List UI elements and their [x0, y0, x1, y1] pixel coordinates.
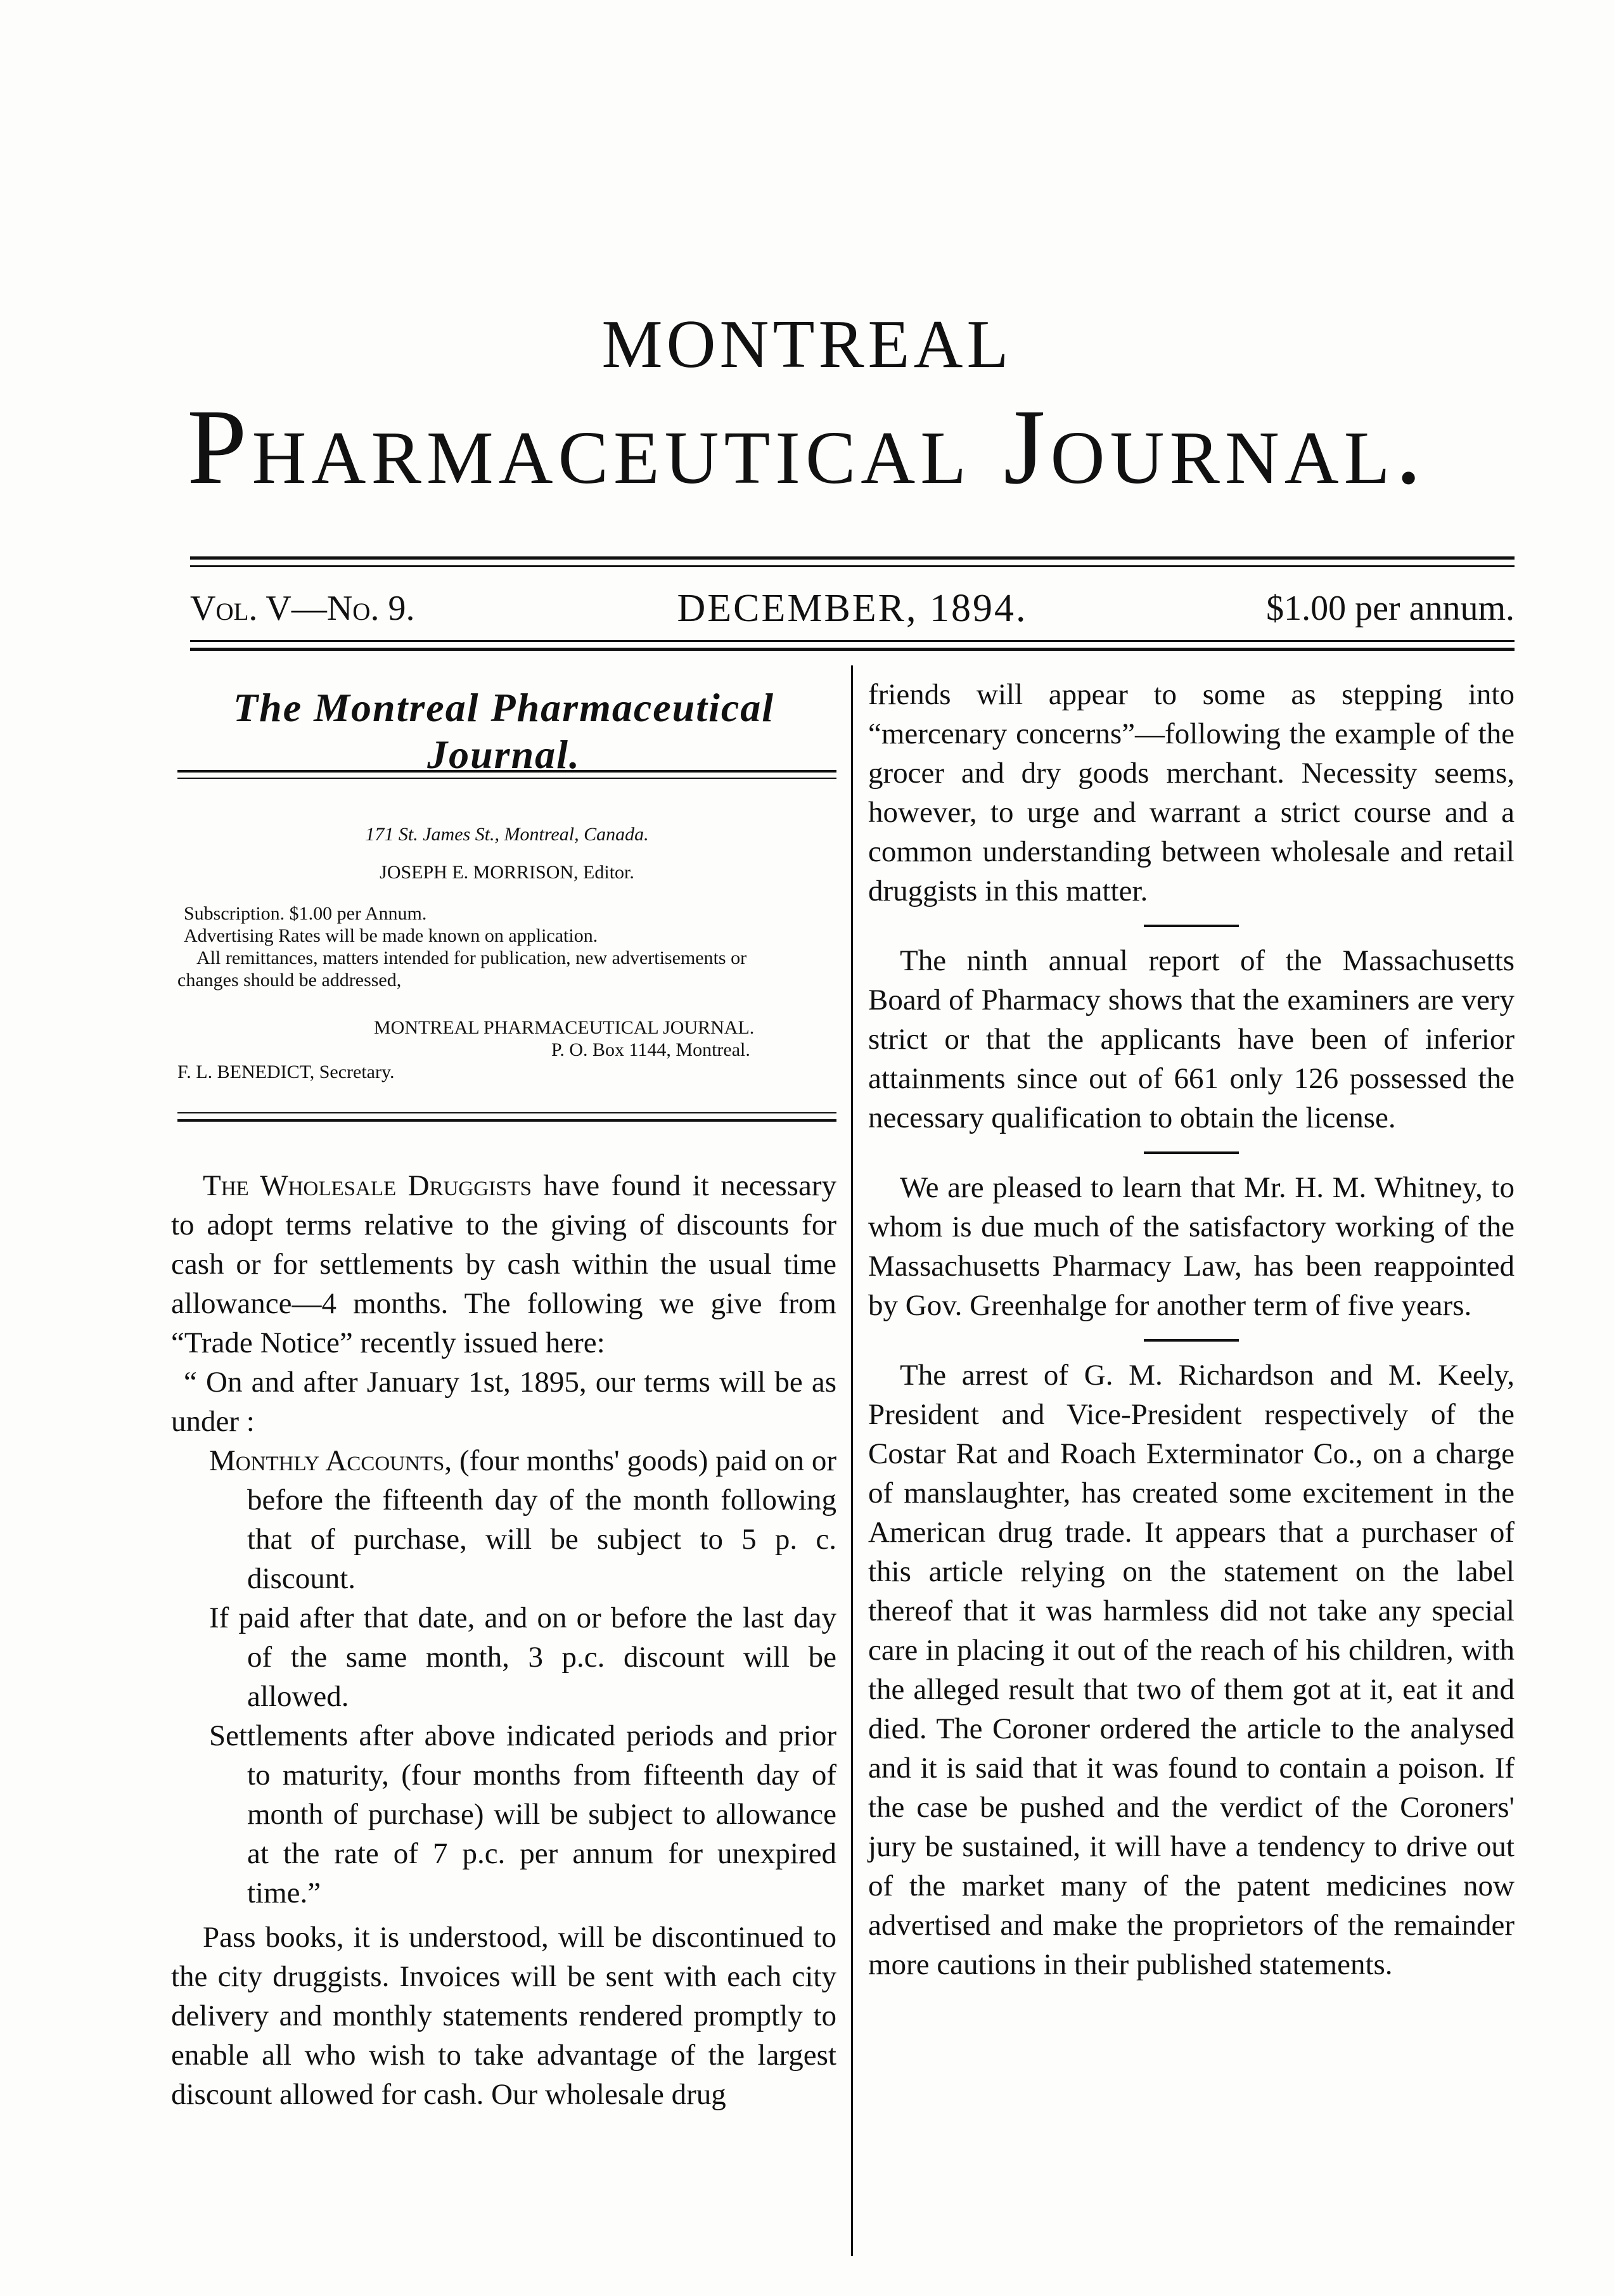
- info-box-secretary: F. L. BENEDICT, Secretary.: [177, 1061, 395, 1082]
- article-continuation: friends will appear to some as stepping into “mercenary concerns”—following the example of the grocer and dry goods merchant. Necessity seems, however, to urge and warrant a strict course and a common understanding between wholesale and retail druggists in this matter.: [868, 678, 1515, 907]
- info-box-remittances-2: changes should be addressed,: [177, 970, 402, 991]
- right-column: [868, 675, 1515, 1984]
- issue-line: [190, 583, 1515, 634]
- column-divider: [851, 665, 853, 2256]
- article-arrest: The arrest of G. M. Richardson and M. Keely, President and Vice-President respectively of the Costar Rat and Roach Exterminator Co., on a charge of manslaughter, has created some excitement in the American drug trade. It appears that a purchaser of this article relying on the statement on the label thereof that it was harmless did not take any special care in placing it out of the reach of his children, with the alleged result that two of them got at it, eat it and died. The Coroner ordered the article to the analysed and it is said that it was found to contain a poison. If the case be pushed and the verdict of the Coroners' jury be sustained, it will have a tendency to drive out of the market many of the patent medicines now advertised and make the proprietors of the remainder more cautions in their published statements.: [868, 1359, 1515, 1981]
- info-box-remittances-1: All remittances, matters intended for publication, new advertisements or: [196, 947, 747, 968]
- info-box-address: 171 St. James St., Montreal, Canada.: [365, 824, 649, 845]
- info-box-rule-top: [177, 770, 836, 773]
- separator-rule: [1144, 1339, 1239, 1342]
- article-monthly-caps: Monthly Accounts,: [209, 1444, 452, 1477]
- issue-price: $1.00 per annum.: [1266, 589, 1515, 628]
- separator-rule: [1144, 925, 1239, 927]
- info-box-rule-bottom: [177, 1119, 836, 1122]
- separator-rule: [1144, 1151, 1239, 1154]
- masthead-rule-top: [190, 556, 1515, 560]
- article-intro: [171, 1166, 836, 1363]
- issue-rule: [190, 648, 1515, 651]
- masthead-rule-top-thin: [190, 565, 1515, 567]
- article-massachusetts-board: The ninth annual report of the Massachusetts Board of Pharmacy shows that the examiners are very strict or that the applicants have been of inferior attainments since out of 661 only 126 possessed the necessary qualification to obtain the license.: [868, 944, 1515, 1134]
- article-settlements: Settlements after above indicated periods and prior to maturity, (four months from fifteenth day of month of purchase) will be subject to allowance at the rate of 7 p.c. per annum for unexpired time.”: [209, 1719, 836, 1909]
- info-box-editor: JOSEPH E. MORRISON, Editor.: [380, 862, 634, 883]
- info-box-po-box: P. O. Box 1144, Montreal.: [551, 1039, 750, 1060]
- article-wholesale-druggists: [171, 1166, 836, 2114]
- article-if-paid: If paid after that date, and on or before the last day of the same month, 3 p.c. discount will be allowed.: [209, 1601, 836, 1713]
- issue-date: DECEMBER, 1894.: [677, 587, 1028, 630]
- info-box-subscription: Subscription. $1.00 per Annum.: [184, 903, 427, 924]
- info-box-rule-top-thin: [177, 778, 836, 779]
- article-quote-open: “ On and after January 1st, 1895, our terms will be as under :: [171, 1366, 836, 1438]
- masthead-city: MONTREAL: [601, 307, 1013, 382]
- info-box-rule-bottom-thin: [177, 1112, 836, 1113]
- masthead-title: Pharmaceutical Journal.: [187, 387, 1427, 506]
- article-pass-books: Pass books, it is understood, will be discontinued to the city druggists. Invoices will be sent with each city delivery and monthly statements rendered promptly to enable all who wish to take advantage of the largest discount allowed for cash. Our wholesale drug: [171, 1921, 836, 2111]
- info-box-advertising: Advertising Rates will be made known on application.: [184, 925, 598, 946]
- info-box-journal-name: MONTREAL PHARMACEUTICAL JOURNAL.: [374, 1017, 755, 1038]
- issue-volume: Vol. V—No. 9.: [190, 589, 415, 628]
- info-box-title: The Montreal Pharmaceutical Journal.: [233, 685, 774, 777]
- issue-rule-thin: [190, 640, 1515, 642]
- article-lead-caps: The Wholesale Druggists: [203, 1169, 532, 1202]
- article-intro-text: have found it necessary to adopt terms relative to the giving of discounts for cash or for settlements by cash within the usual time allowance—4 months. The following we give from “Trade Notice” recently issued here:: [171, 1169, 836, 1359]
- article-monthly-text: (four months' goods) paid on or before the fifteenth day of the month following that of purchase, will be subject to 5 p. c. discount.: [247, 1444, 836, 1595]
- article-monthly-accounts: [209, 1441, 836, 1598]
- article-whitney: We are pleased to learn that Mr. H. M. Whitney, to whom is due much of the satisfactory working of the Massachusetts Pharmacy Law, has been reappointed by Gov. Greenhalge for another term of five years.: [868, 1171, 1515, 1322]
